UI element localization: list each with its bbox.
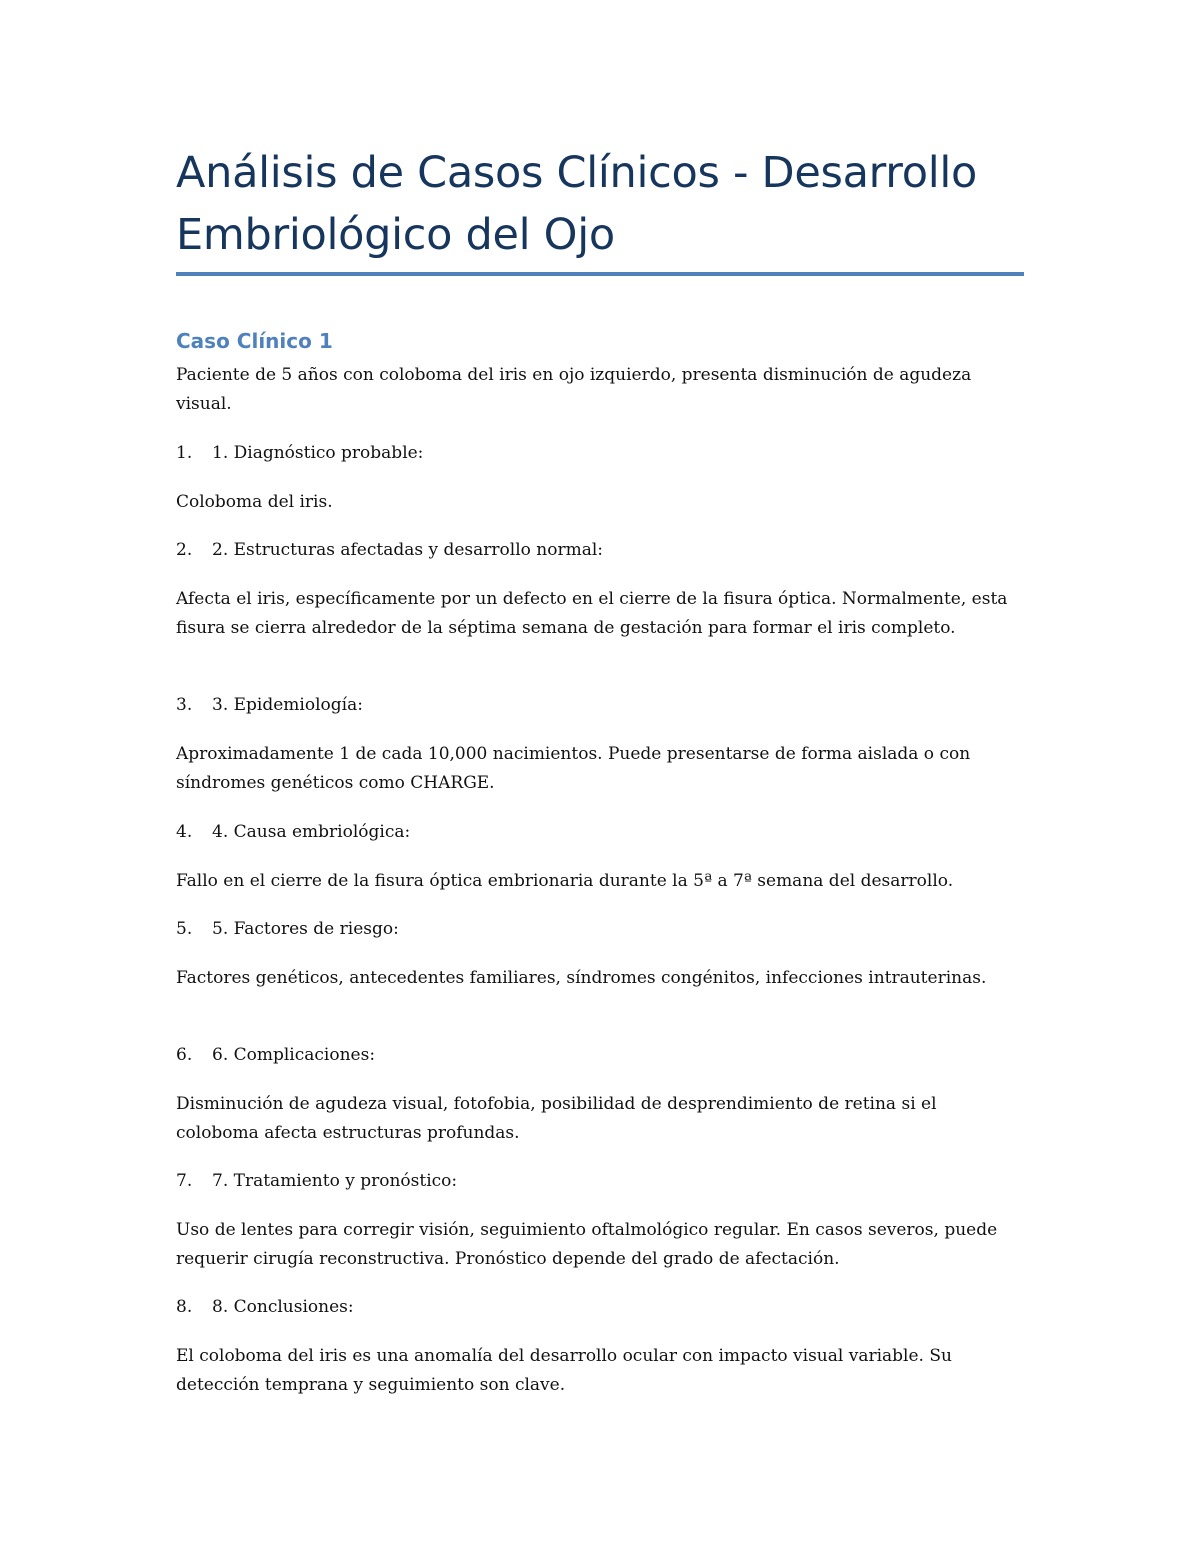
- list-number: 8.: [176, 1297, 193, 1317]
- list-item-7: [176, 1167, 1024, 1196]
- list-item-2: [176, 536, 1024, 565]
- case-intro: Paciente de 5 años con coloboma del iris en ojo izquierdo, presenta disminución de agudeza visual.: [176, 365, 972, 414]
- answer-4: Fallo en el cierre de la fisura óptica embrionaria durante la 5ª a 7ª semana del desarrollo.: [176, 871, 954, 891]
- list-number: 6.: [176, 1045, 193, 1065]
- document-title: Análisis de Casos Clínicos - Desarrollo Embriológico del Ojo: [176, 148, 978, 260]
- answer-3: Aproximadamente 1 de cada 10,000 nacimientos. Puede presentarse de forma aislada o con síndromes genéticos como CHARGE.: [176, 744, 971, 793]
- answer-6: Disminución de agudeza visual, fotofobia, posibilidad de desprendimiento de retina si el coloboma afecta estructuras profundas.: [176, 1094, 937, 1143]
- list-label: 8. Conclusiones:: [212, 1297, 354, 1317]
- list-number: 7.: [176, 1171, 193, 1191]
- answer-2: Afecta el iris, específicamente por un defecto en el cierre de la fisura óptica. Normalmente, esta fisura se cierra alrededor de la séptima semana de gestación para formar el iris completo.: [176, 589, 1008, 638]
- answer-7: Uso de lentes para corregir visión, seguimiento oftalmológico regular. En casos severos, puede requerir cirugía reconstructiva. Pronóstico depende del grado de afectación.: [176, 1220, 998, 1269]
- list-label: 4. Causa embriológica:: [212, 822, 411, 842]
- list-number: 2.: [176, 540, 193, 560]
- list-label: 6. Complicaciones:: [212, 1045, 376, 1065]
- answer-5: Factores genéticos, antecedentes familiares, síndromes congénitos, infecciones intrauterinas.: [176, 968, 987, 988]
- title-underline: [176, 272, 1024, 276]
- list-item-3: [176, 691, 1024, 720]
- list-label: 1. Diagnóstico probable:: [212, 443, 424, 463]
- title-block: [176, 142, 1024, 266]
- list-item-8: [176, 1293, 1024, 1322]
- list-number: 3.: [176, 695, 193, 715]
- list-label: 7. Tratamiento y pronóstico:: [212, 1171, 458, 1191]
- list-label: 2. Estructuras afectadas y desarrollo normal:: [212, 540, 604, 560]
- list-label: 5. Factores de riesgo:: [212, 919, 399, 939]
- list-label: 3. Epidemiología:: [212, 695, 363, 715]
- answer-8: El coloboma del iris es una anomalía del desarrollo ocular con impacto visual variable. Su detección temprana y seguimiento son clave.: [176, 1346, 952, 1395]
- list-item-6: [176, 1041, 1024, 1070]
- answer-1: Coloboma del iris.: [176, 492, 333, 512]
- list-item-4: [176, 818, 1024, 847]
- list-number: 4.: [176, 822, 193, 842]
- list-number: 1.: [176, 443, 193, 463]
- list-item-5: [176, 915, 1024, 944]
- list-number: 5.: [176, 919, 193, 939]
- section-heading: Caso Clínico 1: [176, 329, 333, 353]
- list-item-1: [176, 439, 1024, 468]
